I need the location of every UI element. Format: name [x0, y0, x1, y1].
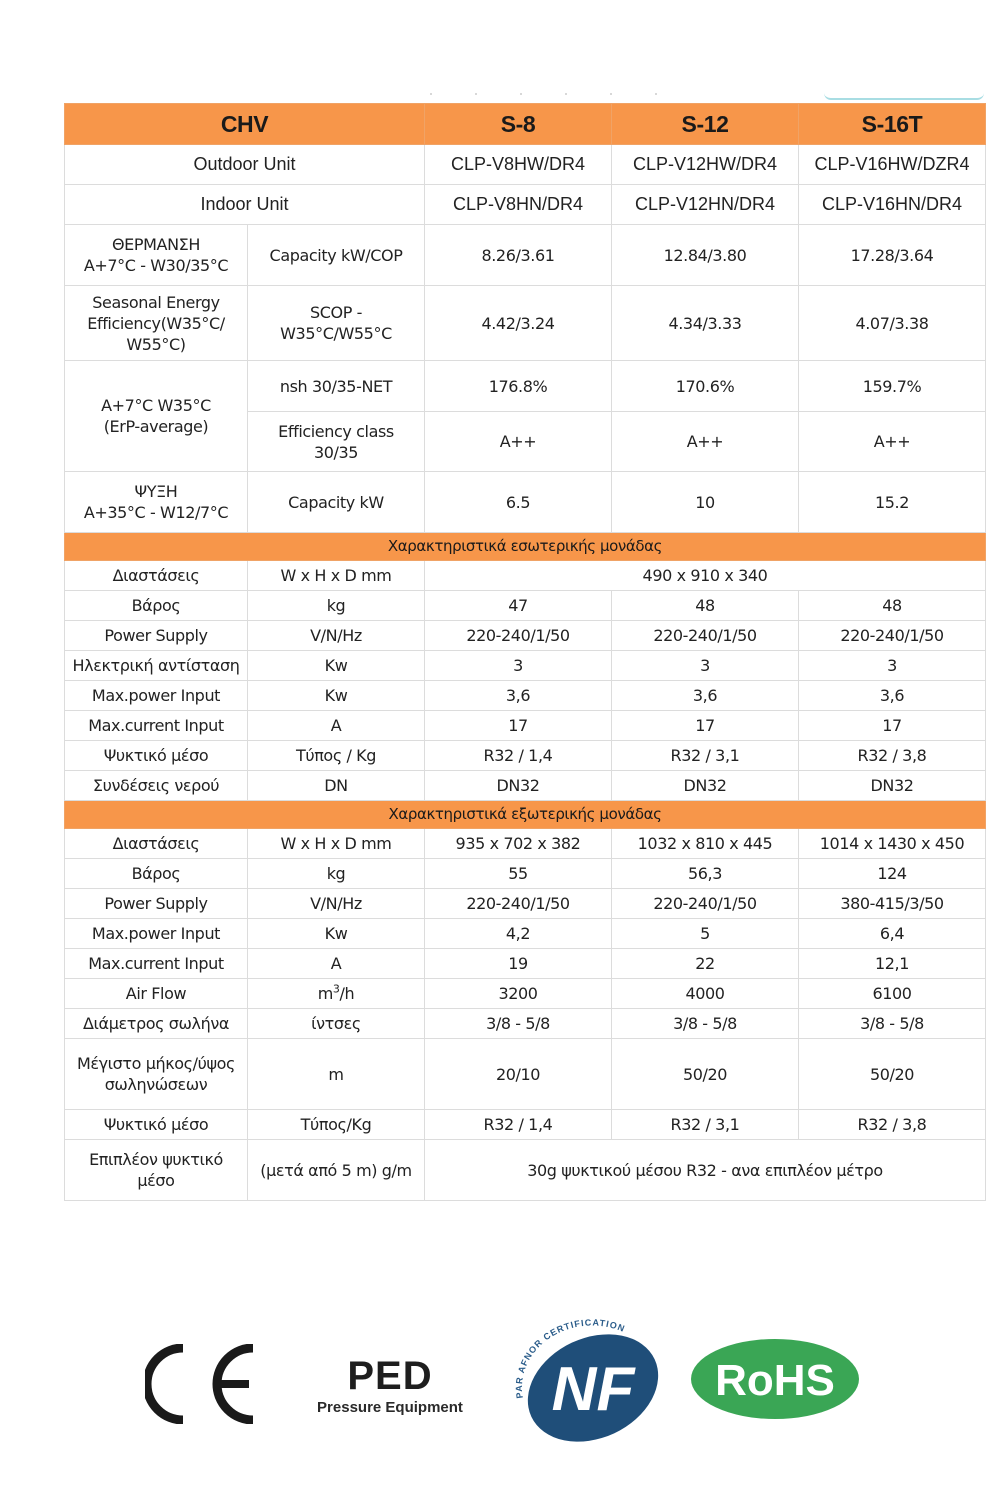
row-label	[65, 1039, 248, 1110]
cell-value: 30g ψυκτικού μέσου R32 - ανα επιπλέον μέτρο	[425, 1140, 986, 1201]
row-unit: Τύπος/Kg	[248, 1110, 425, 1140]
cell-value: 15.2	[799, 472, 986, 533]
cell-value: 22	[612, 949, 799, 979]
row-label	[65, 361, 248, 472]
rohs-text: RoHS	[715, 1356, 835, 1405]
row-unit: V/N/Hz	[248, 621, 425, 651]
row-unit: A	[248, 711, 425, 741]
row-unit: W x H x D mm	[248, 561, 425, 591]
indoor-spec-row	[65, 621, 986, 651]
certification-logos	[0, 1310, 1000, 1450]
row-label	[65, 1140, 248, 1201]
nf-arc-text: PAR AFNOR CERTIFICATION	[513, 1318, 627, 1400]
cell-value: 8.26/3.61	[425, 225, 612, 286]
row-label: Max.power Input	[65, 681, 248, 711]
section-title: Χαρακτηριστικά εξωτερικής μονάδας	[65, 801, 986, 829]
row-label: Ψυκτικό μέσο	[65, 741, 248, 771]
cell-value: 17	[425, 711, 612, 741]
label-line: ΨΥΞΗ	[134, 482, 178, 501]
row-unit: Kw	[248, 681, 425, 711]
row-unit: kg	[248, 859, 425, 889]
ce-mark-logo	[145, 1344, 260, 1424]
cell-value: 170.6%	[612, 361, 799, 412]
label-line: Seasonal Energy	[92, 292, 220, 312]
cell-value: 220-240/1/50	[425, 621, 612, 651]
indoor-spec-row	[65, 771, 986, 801]
row-label	[65, 225, 248, 286]
outdoor-unit-row	[65, 145, 986, 185]
label-line: (ErP-average)	[103, 417, 209, 436]
cell-value: 5	[612, 919, 799, 949]
row-unit: kg	[248, 591, 425, 621]
row-label: Outdoor Unit	[65, 145, 425, 185]
cell-value: 48	[799, 591, 986, 621]
cell-value: 47	[425, 591, 612, 621]
pipe-diameter-row	[65, 1009, 986, 1039]
cell-value: 220-240/1/50	[612, 889, 799, 919]
cell-value: R32 / 3,8	[799, 1110, 986, 1140]
row-unit: Kw	[248, 651, 425, 681]
row-unit: (μετά από 5 m) g/m	[248, 1140, 425, 1201]
cell-value: 220-240/1/50	[799, 621, 986, 651]
label-line: W55°C)	[126, 334, 186, 354]
cell-value: 17	[799, 711, 986, 741]
table-header-row	[65, 104, 986, 145]
label-line: A+7°C W35°C	[101, 396, 211, 415]
cell-value: 48	[612, 591, 799, 621]
param-line: Efficiency class	[278, 421, 394, 441]
header-model: S-16T	[799, 104, 986, 145]
label-line: Μέγιστο μήκος/ύψος	[76, 1054, 236, 1073]
unit-base: m	[317, 984, 333, 1003]
row-unit: A	[248, 949, 425, 979]
cell-value: 220-240/1/50	[425, 889, 612, 919]
cell-value: 56,3	[612, 859, 799, 889]
row-label: Power Supply	[65, 621, 248, 651]
cell-value: 12,1	[799, 949, 986, 979]
cell-value: 220-240/1/50	[612, 621, 799, 651]
outdoor-section-header	[65, 801, 986, 829]
extra-refrigerant-row	[65, 1140, 986, 1201]
row-label: Βάρος	[65, 859, 248, 889]
indoor-spec-row	[65, 591, 986, 621]
indoor-spec-row	[65, 741, 986, 771]
ped-title: PED	[347, 1354, 433, 1398]
row-param	[248, 412, 425, 472]
nf-mark-text: NF	[551, 1355, 635, 1424]
row-param: SCOP - W35°C/W55°C	[248, 286, 425, 361]
cell-value: 17.28/3.64	[799, 225, 986, 286]
indoor-unit-row	[65, 185, 986, 225]
param-line: 30/35	[313, 442, 359, 462]
unit-superscript: 3	[332, 982, 340, 996]
cell-value: CLP-V16HN/DR4	[799, 185, 986, 225]
nf-certification-logo	[505, 1318, 665, 1443]
max-length-row	[65, 1039, 986, 1110]
section-title: Χαρακτηριστικά εσωτερικής μονάδας	[65, 533, 986, 561]
cell-value: 4.34/3.33	[612, 286, 799, 361]
cell-value: 6100	[799, 979, 986, 1009]
cell-value: 3/8 - 5/8	[799, 1009, 986, 1039]
cell-value: A++	[799, 412, 986, 472]
label-line: Επιπλέον ψυκτικό	[89, 1150, 223, 1169]
row-label: Power Supply	[65, 889, 248, 919]
decorative-arc	[824, 93, 984, 100]
cell-value: 50/20	[612, 1039, 799, 1110]
outdoor-spec-row	[65, 859, 986, 889]
cell-value: CLP-V12HW/DR4	[612, 145, 799, 185]
cell-value: 6.5	[425, 472, 612, 533]
heating-row	[65, 225, 986, 286]
cell-value: 176.8%	[425, 361, 612, 412]
cell-value: 55	[425, 859, 612, 889]
label-line: μέσο	[137, 1171, 175, 1190]
header-model: S-12	[612, 104, 799, 145]
cell-value: 6,4	[799, 919, 986, 949]
row-label: Ψυκτικό μέσο	[65, 1110, 248, 1140]
outdoor-spec-row	[65, 889, 986, 919]
seasonal-row	[65, 286, 986, 361]
row-unit	[248, 979, 425, 1009]
row-param: nsh 30/35-NET	[248, 361, 425, 412]
cell-value: 1032 x 810 x 445	[612, 829, 799, 859]
indoor-spec-row	[65, 651, 986, 681]
outdoor-spec-row	[65, 949, 986, 979]
cell-value: 4,2	[425, 919, 612, 949]
row-param: Capacity kW	[248, 472, 425, 533]
row-unit: Kw	[248, 919, 425, 949]
cell-value: A++	[425, 412, 612, 472]
cell-value: 380-415/3/50	[799, 889, 986, 919]
cell-value: 159.7%	[799, 361, 986, 412]
row-unit: m	[248, 1039, 425, 1110]
cell-value: CLP-V8HW/DR4	[425, 145, 612, 185]
header-title: CHV	[65, 104, 425, 145]
cell-value: 3	[612, 651, 799, 681]
outdoor-spec-row	[65, 829, 986, 859]
outdoor-refrigerant-row	[65, 1110, 986, 1140]
nsh-row	[65, 361, 986, 412]
rohs-logo	[690, 1338, 860, 1420]
row-unit: DN	[248, 771, 425, 801]
row-unit: Τύπος / Kg	[248, 741, 425, 771]
cell-value: 12.84/3.80	[612, 225, 799, 286]
cell-value: 50/20	[799, 1039, 986, 1110]
row-label: Διάμετρος σωλήνα	[65, 1009, 248, 1039]
row-label	[65, 472, 248, 533]
row-unit: V/N/Hz	[248, 889, 425, 919]
row-label: Max.current Input	[65, 949, 248, 979]
cell-value: R32 / 1,4	[425, 741, 612, 771]
cell-value: 19	[425, 949, 612, 979]
cell-value: DN32	[612, 771, 799, 801]
decorative-dots	[430, 93, 660, 95]
cell-value: CLP-V12HN/DR4	[612, 185, 799, 225]
cell-value: A++	[612, 412, 799, 472]
indoor-dimensions-row	[65, 561, 986, 591]
cell-value: 3/8 - 5/8	[425, 1009, 612, 1039]
header-model: S-8	[425, 104, 612, 145]
airflow-row	[65, 979, 986, 1009]
cell-value: 3200	[425, 979, 612, 1009]
cell-value: 490 x 910 x 340	[425, 561, 986, 591]
row-label: Βάρος	[65, 591, 248, 621]
cell-value: 4.07/3.38	[799, 286, 986, 361]
label-line: Efficiency(W35°C/	[87, 313, 225, 333]
cell-value: CLP-V16HW/DZR4	[799, 145, 986, 185]
label-line: ΘΕΡΜΑΝΣΗ	[111, 235, 200, 254]
cell-value: R32 / 3,1	[612, 741, 799, 771]
cell-value: 3	[799, 651, 986, 681]
cell-value: R32 / 3,8	[799, 741, 986, 771]
row-label: Max.current Input	[65, 711, 248, 741]
spec-table	[64, 103, 986, 1201]
row-label: Air Flow	[65, 979, 248, 1009]
label-line: A+7°C - W30/35°C	[83, 256, 229, 275]
cell-value: R32 / 1,4	[425, 1110, 612, 1140]
cell-value: 3,6	[612, 681, 799, 711]
ped-logo	[305, 1355, 475, 1416]
indoor-spec-row	[65, 711, 986, 741]
row-unit: W x H x D mm	[248, 829, 425, 859]
cell-value: 1014 x 1430 x 450	[799, 829, 986, 859]
label-line: A+35°C - W12/7°C	[83, 503, 229, 522]
cell-value: 4.42/3.24	[425, 286, 612, 361]
row-label	[65, 286, 248, 361]
cell-value: DN32	[799, 771, 986, 801]
row-label: Συνδέσεις νερού	[65, 771, 248, 801]
cell-value: 3,6	[799, 681, 986, 711]
cell-value: 3/8 - 5/8	[612, 1009, 799, 1039]
cell-value: 17	[612, 711, 799, 741]
row-param: Capacity kW/COP	[248, 225, 425, 286]
cell-value: 3	[425, 651, 612, 681]
cell-value: DN32	[425, 771, 612, 801]
outdoor-spec-row	[65, 919, 986, 949]
cell-value: 124	[799, 859, 986, 889]
cell-value: 10	[612, 472, 799, 533]
row-label: Max.power Input	[65, 919, 248, 949]
unit-tail: /h	[339, 984, 355, 1003]
ped-subtitle: Pressure Equipment	[317, 1399, 463, 1416]
row-label: Διαστάσεις	[65, 561, 248, 591]
row-label: Indoor Unit	[65, 185, 425, 225]
label-line: σωληνώσεων	[104, 1075, 208, 1094]
row-label: Ηλεκτρική αντίσταση	[65, 651, 248, 681]
cell-value: 935 x 702 x 382	[425, 829, 612, 859]
cell-value: 3,6	[425, 681, 612, 711]
indoor-spec-row	[65, 681, 986, 711]
cooling-row	[65, 472, 986, 533]
cell-value: 4000	[612, 979, 799, 1009]
cell-value: R32 / 3,1	[612, 1110, 799, 1140]
cell-value: 20/10	[425, 1039, 612, 1110]
row-unit: ίντσες	[248, 1009, 425, 1039]
row-label: Διαστάσεις	[65, 829, 248, 859]
cell-value: CLP-V8HN/DR4	[425, 185, 612, 225]
indoor-section-header	[65, 533, 986, 561]
